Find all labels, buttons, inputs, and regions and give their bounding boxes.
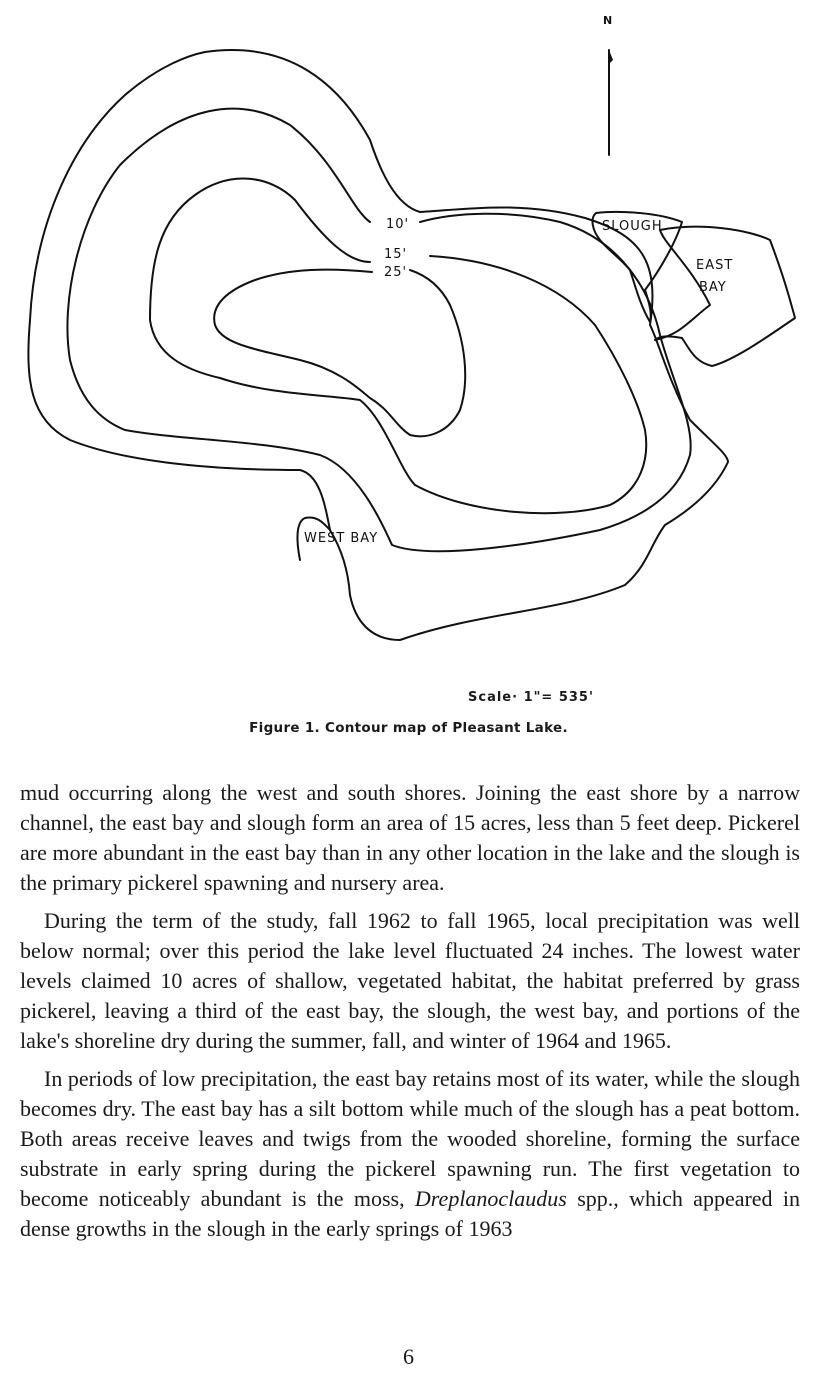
west-bay-label: WEST BAY [304,531,379,546]
east-bay-label-line1: EAST [696,258,734,273]
east-bay-label-line2: BAY [699,280,727,295]
contour-label-25ft: 25' [384,265,408,280]
page-number: 6 [403,1344,414,1369]
contour-25ft [214,270,465,437]
paragraph-1: mud occurring along the west and south shores. Joining the east shore by a narrow channel, the east bay and slough form an area of 15 acres, less than 5 feet deep. Pickerel are more abundant in the east bay than in any other location in the lake and the slough is the primary pickerel spawning and nursery area. [20,780,800,895]
body-text [20,778,800,1252]
north-label: N [603,14,614,27]
paragraph-2: During the term of the study, fall 1962 to fall 1965, local precipitation was well below normal; over this period the lake level fluctuated 24 inches. The lowest water levels claimed 10 acres of shallow, vegetated habitat, the habitat preferred by grass pickerel, leaving a third of the east bay, the slough, the west bay, and portions of the lake's shoreline dry during the summer, fall, and winter of 1964 and 1965. [20,908,800,1053]
contour-label-10ft: 10' [386,217,410,232]
paragraph-3-text-end: spp., which appeared in dense growths in the slough in the early springs of 1963 [20,1186,800,1241]
contour-label-15ft: 15' [384,247,408,262]
map-scale: Scale· 1"= 535' [468,690,594,705]
paragraph-3-text-start: In periods of low precipitation, the east bay retains most of its water, while the slough becomes dry. The east bay has a silt bottom while much of the slough has a peat bottom. Both areas receive leaves and twigs from the wooded shoreline, forming the surface substrate in early spring during the pickerel spawning run. The first vegetation to become noticeably abundant is the moss, [20,1066,800,1211]
paragraph-3 [20,1064,800,1244]
figure-caption: Figure 1. Contour map of Pleasant Lake. [249,720,568,736]
north-arrow-head [609,50,613,64]
shoreline [28,50,728,640]
species-name: Dreplanoclaudus [414,1186,567,1211]
slough-label: SLOUGH [602,219,663,234]
east-bay-outline [655,227,795,366]
